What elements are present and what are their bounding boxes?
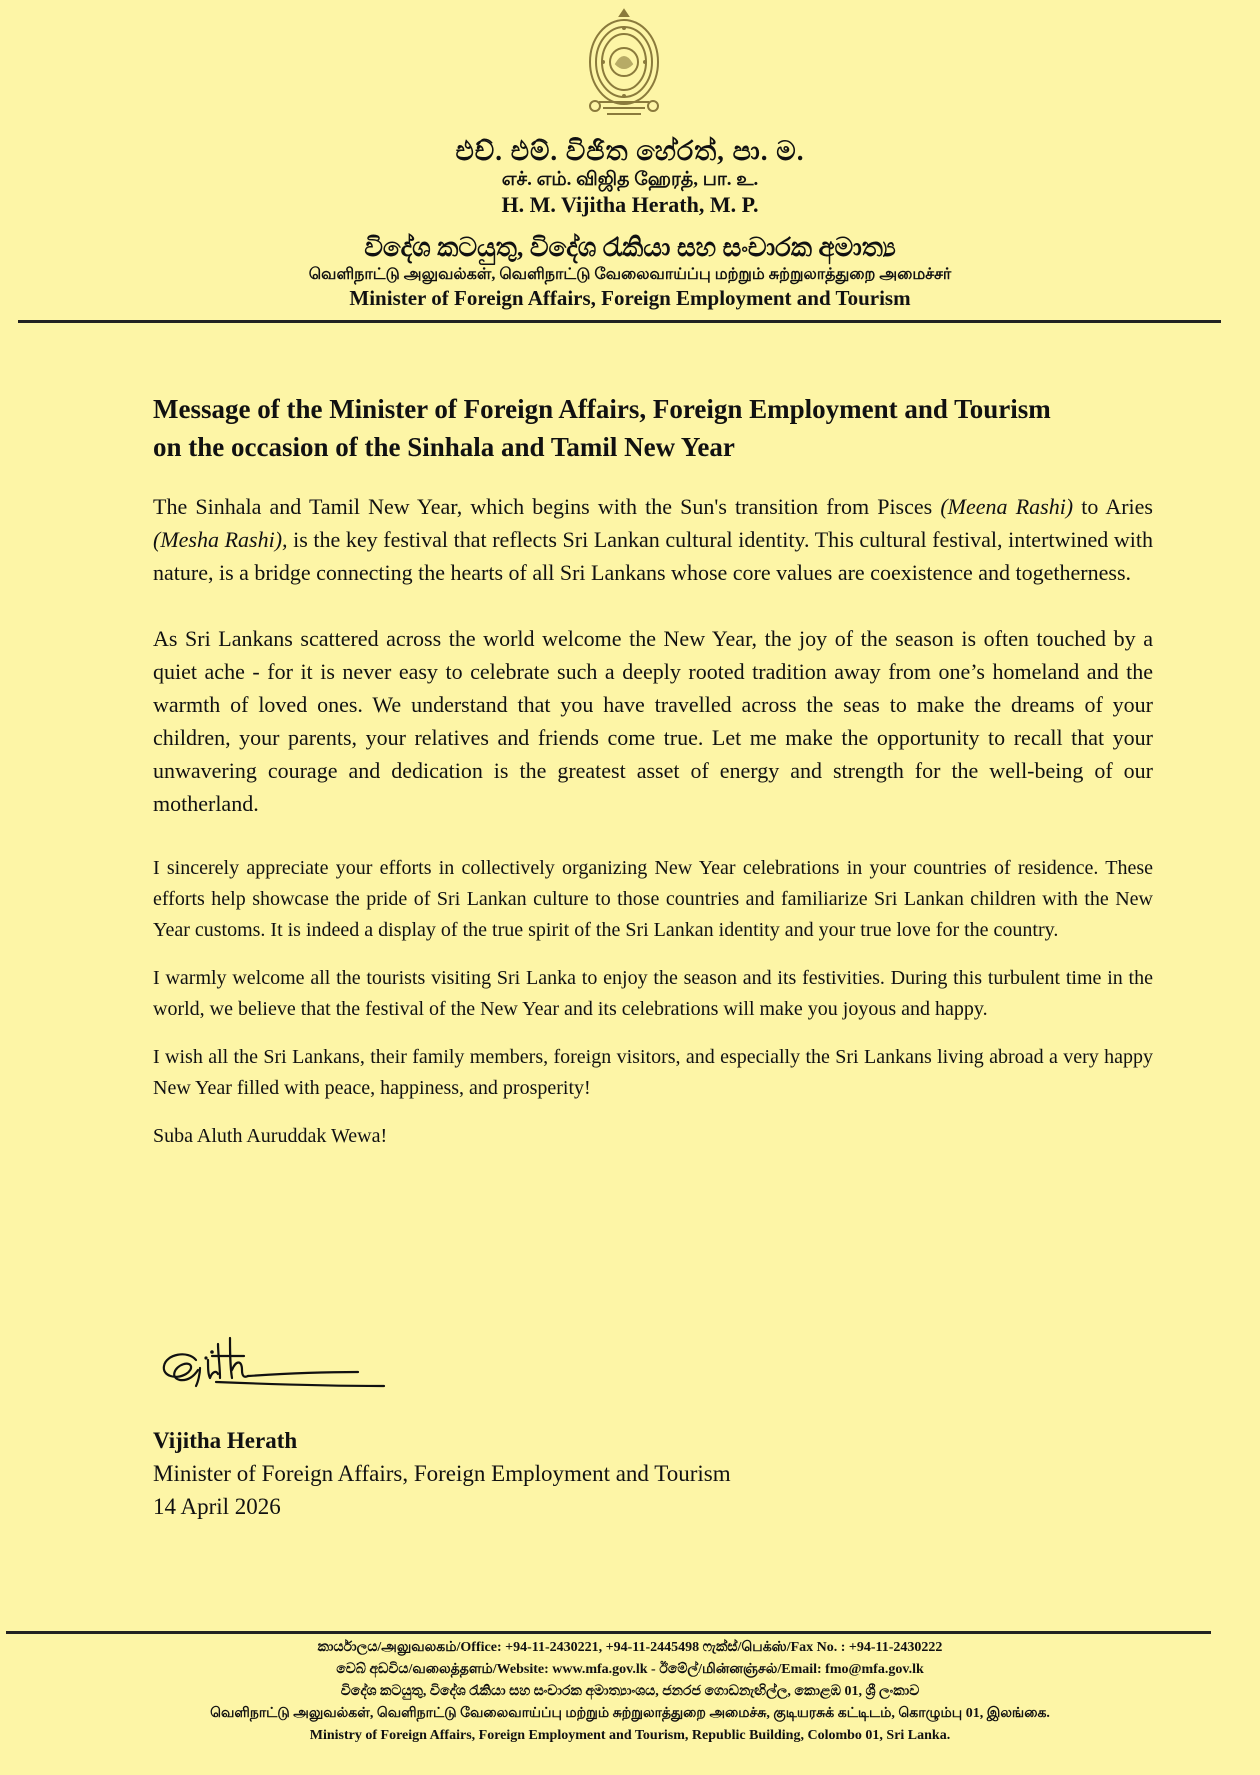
footer-contact: කාර්යාලය/அலுவலகம்/Office: +94-11-2430221, +94-11-2445498 ෆැක්ස්/பெக்ஸ்/Fax No. : +94-11-2430222 xyxy=(317,1640,943,1655)
message-heading xyxy=(153,390,1153,466)
message-body xyxy=(153,390,1153,1152)
footer xyxy=(0,1637,1260,1747)
letterhead-divider xyxy=(18,320,1221,323)
minister-title-english: Minister of Foreign Affairs, Foreign Employment and Tourism xyxy=(349,286,911,311)
paragraph-1 xyxy=(153,490,1153,589)
message-date: 14 April 2026 xyxy=(153,1494,281,1519)
signatory-name: Vijitha Herath xyxy=(153,1428,298,1453)
heading-line-1: Message of the Minister of Foreign Affairs, Foreign Employment and Tourism xyxy=(153,394,1051,424)
minister-title-sinhala: විදේශ කටයුතු, විදේශ රැකියා සහ සංචාරක අමාත්‍ය xyxy=(364,233,896,263)
minister-name-sinhala: එච්. එම්. විජිත හේරත්, පා. ම. xyxy=(455,136,805,166)
footer-web-email: වෙබ් අඩවිය/வலைத்தளம்/Website: www.mfa.gov.lk - ඊමේල්/மின்னஞ்சல்/Email: fmo@mfa.gov.lk xyxy=(336,1662,924,1677)
p1-text-3: is the key festival that reflects Sri Lankan cultural identity. This cultural festival, intertwined with nature, is a bridge connecting the hearts of all Sri Lankans whose core values are coexistence and togetherness. xyxy=(153,527,1153,585)
minister-name-tamil: எச். எம். விஜித ஹேரத், பா. உ. xyxy=(501,169,759,191)
p1-text-1: The Sinhala and Tamil New Year, which begins with the Sun's transition from Pisces xyxy=(153,494,941,519)
minister-name-english: H. M. Vijitha Herath, M. P. xyxy=(501,191,759,217)
paragraph-2: As Sri Lankans scattered across the world welcome the New Year, the joy of the season is often touched by a quiet ache - for it is never easy to celebrate such a deeply rooted tradition away from one’s homeland and the warmth of loved ones. We understand that you have travelled across the seas to make the dreams of your children, your parents, your relatives and friends come true. Let me make the opportunity to recall that your unwavering courage and dedication is the greatest asset of energy and strength for the well-being of our motherland. xyxy=(153,626,1153,816)
footer-divider xyxy=(6,1631,1211,1634)
paragraph-4: I warmly welcome all the tourists visiting Sri Lanka to enjoy the season and its festivities. During this turbulent time in the world, we believe that the festival of the New Year and its celebrations will make you joyous and happy. xyxy=(153,967,1153,1020)
handwritten-signature xyxy=(156,1330,396,1400)
signatory-block xyxy=(153,1424,731,1523)
closing-greeting: Suba Aluth Auruddak Wewa! xyxy=(153,1125,388,1147)
footer-address-english: Ministry of Foreign Affairs, Foreign Employment and Tourism, Republic Building, Colombo 01, Sri Lanka. xyxy=(309,1728,951,1743)
footer-address-tamil: வெளிநாட்டு அலுவல்கள், வெளிநாட்டு வேலைவாய்ப்பு மற்றும் சுற்றுலாத்துறை அமைச்சு, குடியரசுக் கட்டிடம், கொழும்பு 01, இலங்கை. xyxy=(210,1706,1050,1721)
paragraph-3: I sincerely appreciate your efforts in collectively organizing New Year celebrations in your countries of residence. These efforts help showcase the pride of Sri Lankan culture to those countries and familiarize Sri Lankan children with the New Year customs. It is indeed a display of the true spirit of the Sri Lankan identity and your true love for the country. xyxy=(153,857,1153,941)
heading-line-2: on the occasion of the Sinhala and Tamil New Year xyxy=(153,432,735,462)
national-emblem-icon xyxy=(583,6,665,124)
paragraph-5: I wish all the Sri Lankans, their family members, foreign visitors, and especially the Sri Lankans living abroad a very happy New Year filled with peace, happiness, and prosperity! xyxy=(153,1046,1153,1099)
p1-italic-meena: (Meena Rashi) xyxy=(940,494,1074,519)
minister-title-tamil: வெளிநாட்டு அலுவல்கள், வெளிநாட்டு வேலைவாய்ப்பு மற்றும் சுற்றுலாத்துறை அமைச்சர் xyxy=(308,266,952,284)
p1-italic-mesha: (Mesha Rashi), xyxy=(153,527,288,552)
p1-text-2: to Aries xyxy=(1073,494,1153,519)
letterhead xyxy=(0,136,1260,311)
footer-address-sinhala: විදේශ කටයුතු, විදේශ රැකියා සහ සංචාරක අමාත්‍යාංශය, ජනරජ ගොඩනැඟිල්ල, කොළඹ 01, ශ්‍රී ලංකාව xyxy=(340,1684,920,1699)
signatory-title: Minister of Foreign Affairs, Foreign Employment and Tourism xyxy=(153,1461,731,1486)
